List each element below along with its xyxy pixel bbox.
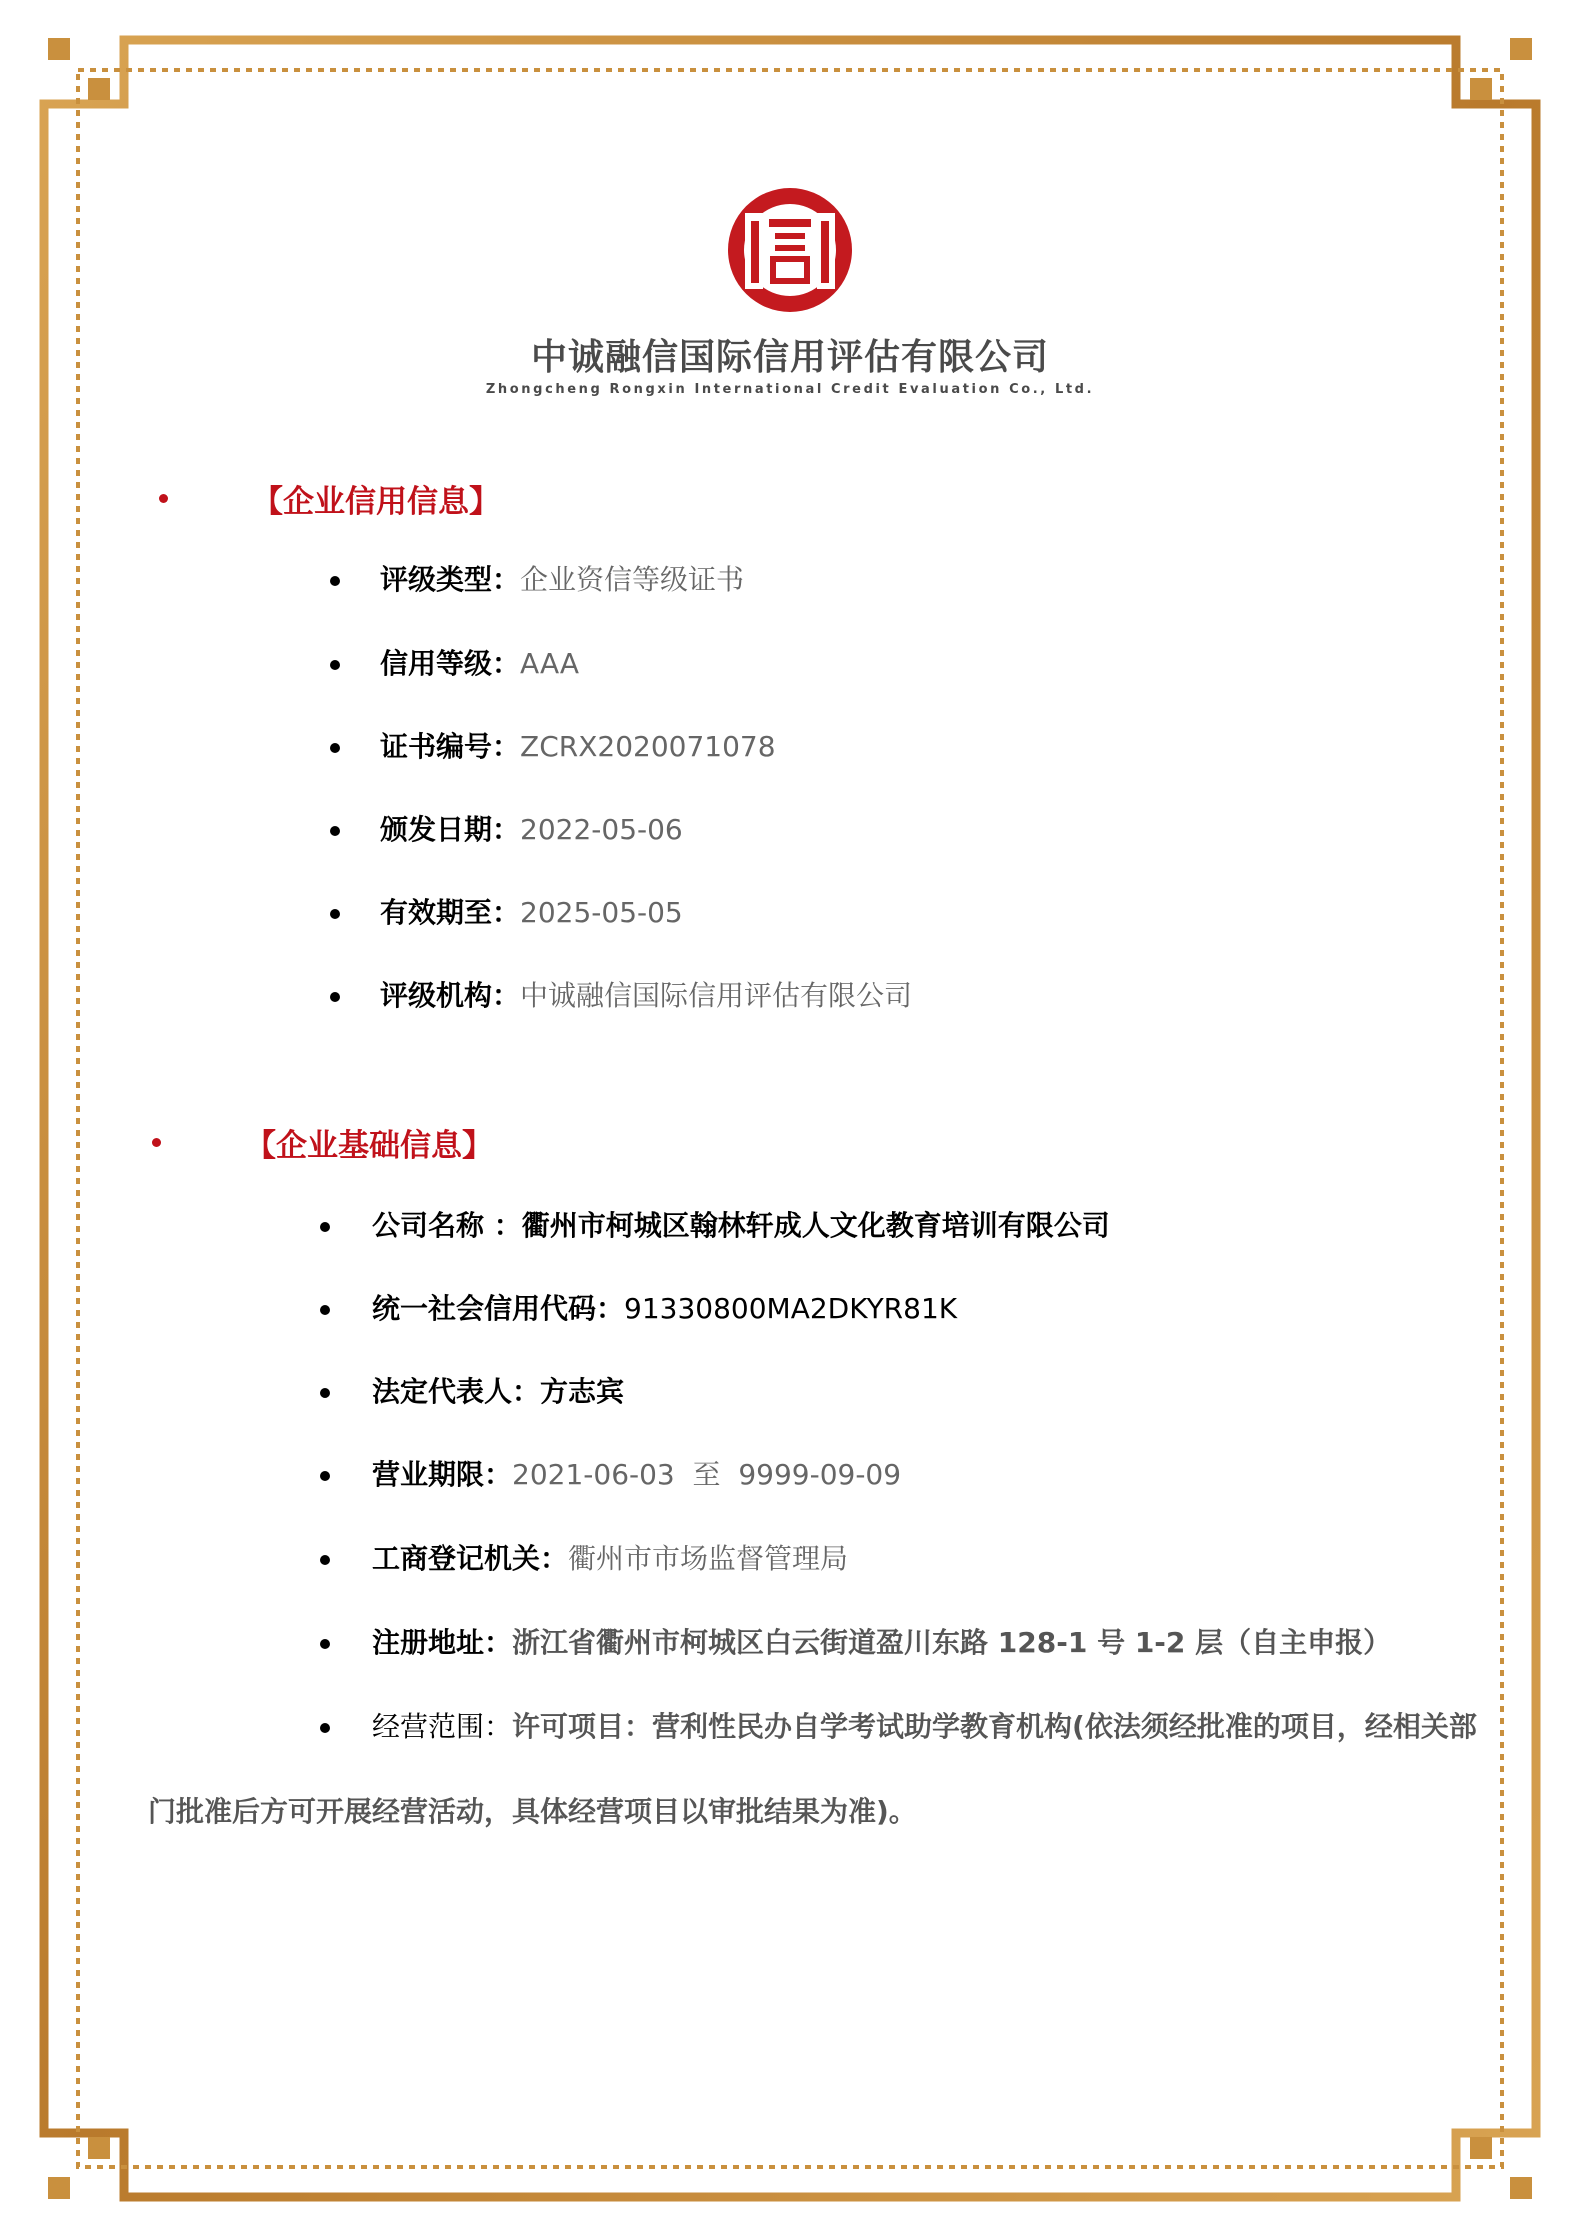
legal-rep-label: 法定代表人： <box>372 1375 541 1408</box>
credit-level-label: 信用等级： <box>380 647 521 680</box>
business-scope-value: 许可项目：营利性民办自学考试助学教育机构(依法须经批准的项目，经相关部 <box>512 1710 1477 1743</box>
shield-emblem-icon <box>715 185 865 315</box>
bullet <box>320 1639 330 1649</box>
registration-authority-label: 工商登记机关： <box>372 1542 569 1575</box>
bullet <box>330 576 340 586</box>
credit-info-title: 【企业信用信息】 <box>252 484 500 520</box>
credit-code-label: 统一社会信用代码： <box>372 1292 625 1325</box>
business-term-label: 营业期限： <box>372 1458 513 1491</box>
list-item-legal-rep <box>320 1370 624 1410</box>
section-bullet <box>159 494 168 503</box>
valid-until-value: 2025-05-05 <box>520 896 683 929</box>
registration-authority-value: 衢州市市场监督管理局 <box>568 1542 849 1575</box>
logo-chinese-name: 中诚融信国际信用评估有限公司 <box>530 337 1049 378</box>
company-name-value: 衢州市柯城区翰林轩成人文化教育培训有限公司 <box>521 1209 1110 1242</box>
bullet <box>320 1305 330 1315</box>
cert-number-label: 证书编号： <box>380 730 521 763</box>
logo-english-name: Zhongcheng Rongxin International Credit Evaluation Co., Ltd. <box>485 382 1095 397</box>
list-item-issue-date <box>330 808 683 848</box>
cert-number-value: ZCRX2020071078 <box>520 730 776 763</box>
list-item-rating-agency <box>330 974 912 1014</box>
list-item-valid-until <box>330 891 683 931</box>
legal-rep-value: 方志宾 <box>540 1375 625 1408</box>
bullet <box>330 909 340 919</box>
list-item-registered-address <box>320 1621 1391 1661</box>
list-item-credit-level <box>330 642 579 682</box>
bullet <box>320 1471 330 1481</box>
rating-agency-label: 评级机构： <box>380 979 521 1012</box>
issue-date-value: 2022-05-06 <box>520 813 683 846</box>
basic-info-title: 【企业基础信息】 <box>245 1128 493 1164</box>
section-bullet <box>152 1138 161 1147</box>
rating-agency-value: 中诚融信国际信用评估有限公司 <box>520 979 913 1012</box>
bullet <box>320 1388 330 1398</box>
credit-code-value: 91330800MA2DKYR81K <box>624 1292 958 1325</box>
business-term-value: 2021-06-03 至 9999-09-09 <box>512 1458 902 1491</box>
issue-date-label: 颁发日期： <box>380 813 521 846</box>
list-item-cert-number <box>330 725 776 765</box>
bullet <box>330 826 340 836</box>
list-item-registration-authority <box>320 1537 848 1577</box>
rating-type-label: 评级类型： <box>380 563 521 596</box>
bullet <box>330 743 340 753</box>
bullet <box>330 660 340 670</box>
business-scope-continuation: 门批准后方可开展经营活动，具体经营项目以审批结果为准)。 <box>148 1795 917 1828</box>
bullet <box>320 1555 330 1565</box>
list-item-business-term <box>320 1453 901 1493</box>
list-item-business-scope <box>320 1705 1477 1745</box>
list-item-credit-code <box>320 1287 957 1327</box>
bullet <box>320 1222 330 1232</box>
registered-address-value: 浙江省衢州市柯城区白云街道盈川东路 128-1 号 1-2 层（自主申报） <box>512 1626 1392 1659</box>
rating-type-value: 企业资信等级证书 <box>520 563 745 596</box>
list-item-rating-type <box>330 558 744 598</box>
business-scope-label: 经营范围： <box>372 1710 513 1743</box>
company-name-label: 公司名称 ： <box>372 1209 522 1242</box>
list-item-company-name <box>320 1204 1110 1244</box>
credit-level-value: AAA <box>520 647 580 680</box>
valid-until-label: 有效期至： <box>380 896 521 929</box>
registered-address-label: 注册地址： <box>372 1626 513 1659</box>
bullet <box>320 1723 330 1733</box>
company-logo <box>0 185 1580 397</box>
bullet <box>330 992 340 1002</box>
